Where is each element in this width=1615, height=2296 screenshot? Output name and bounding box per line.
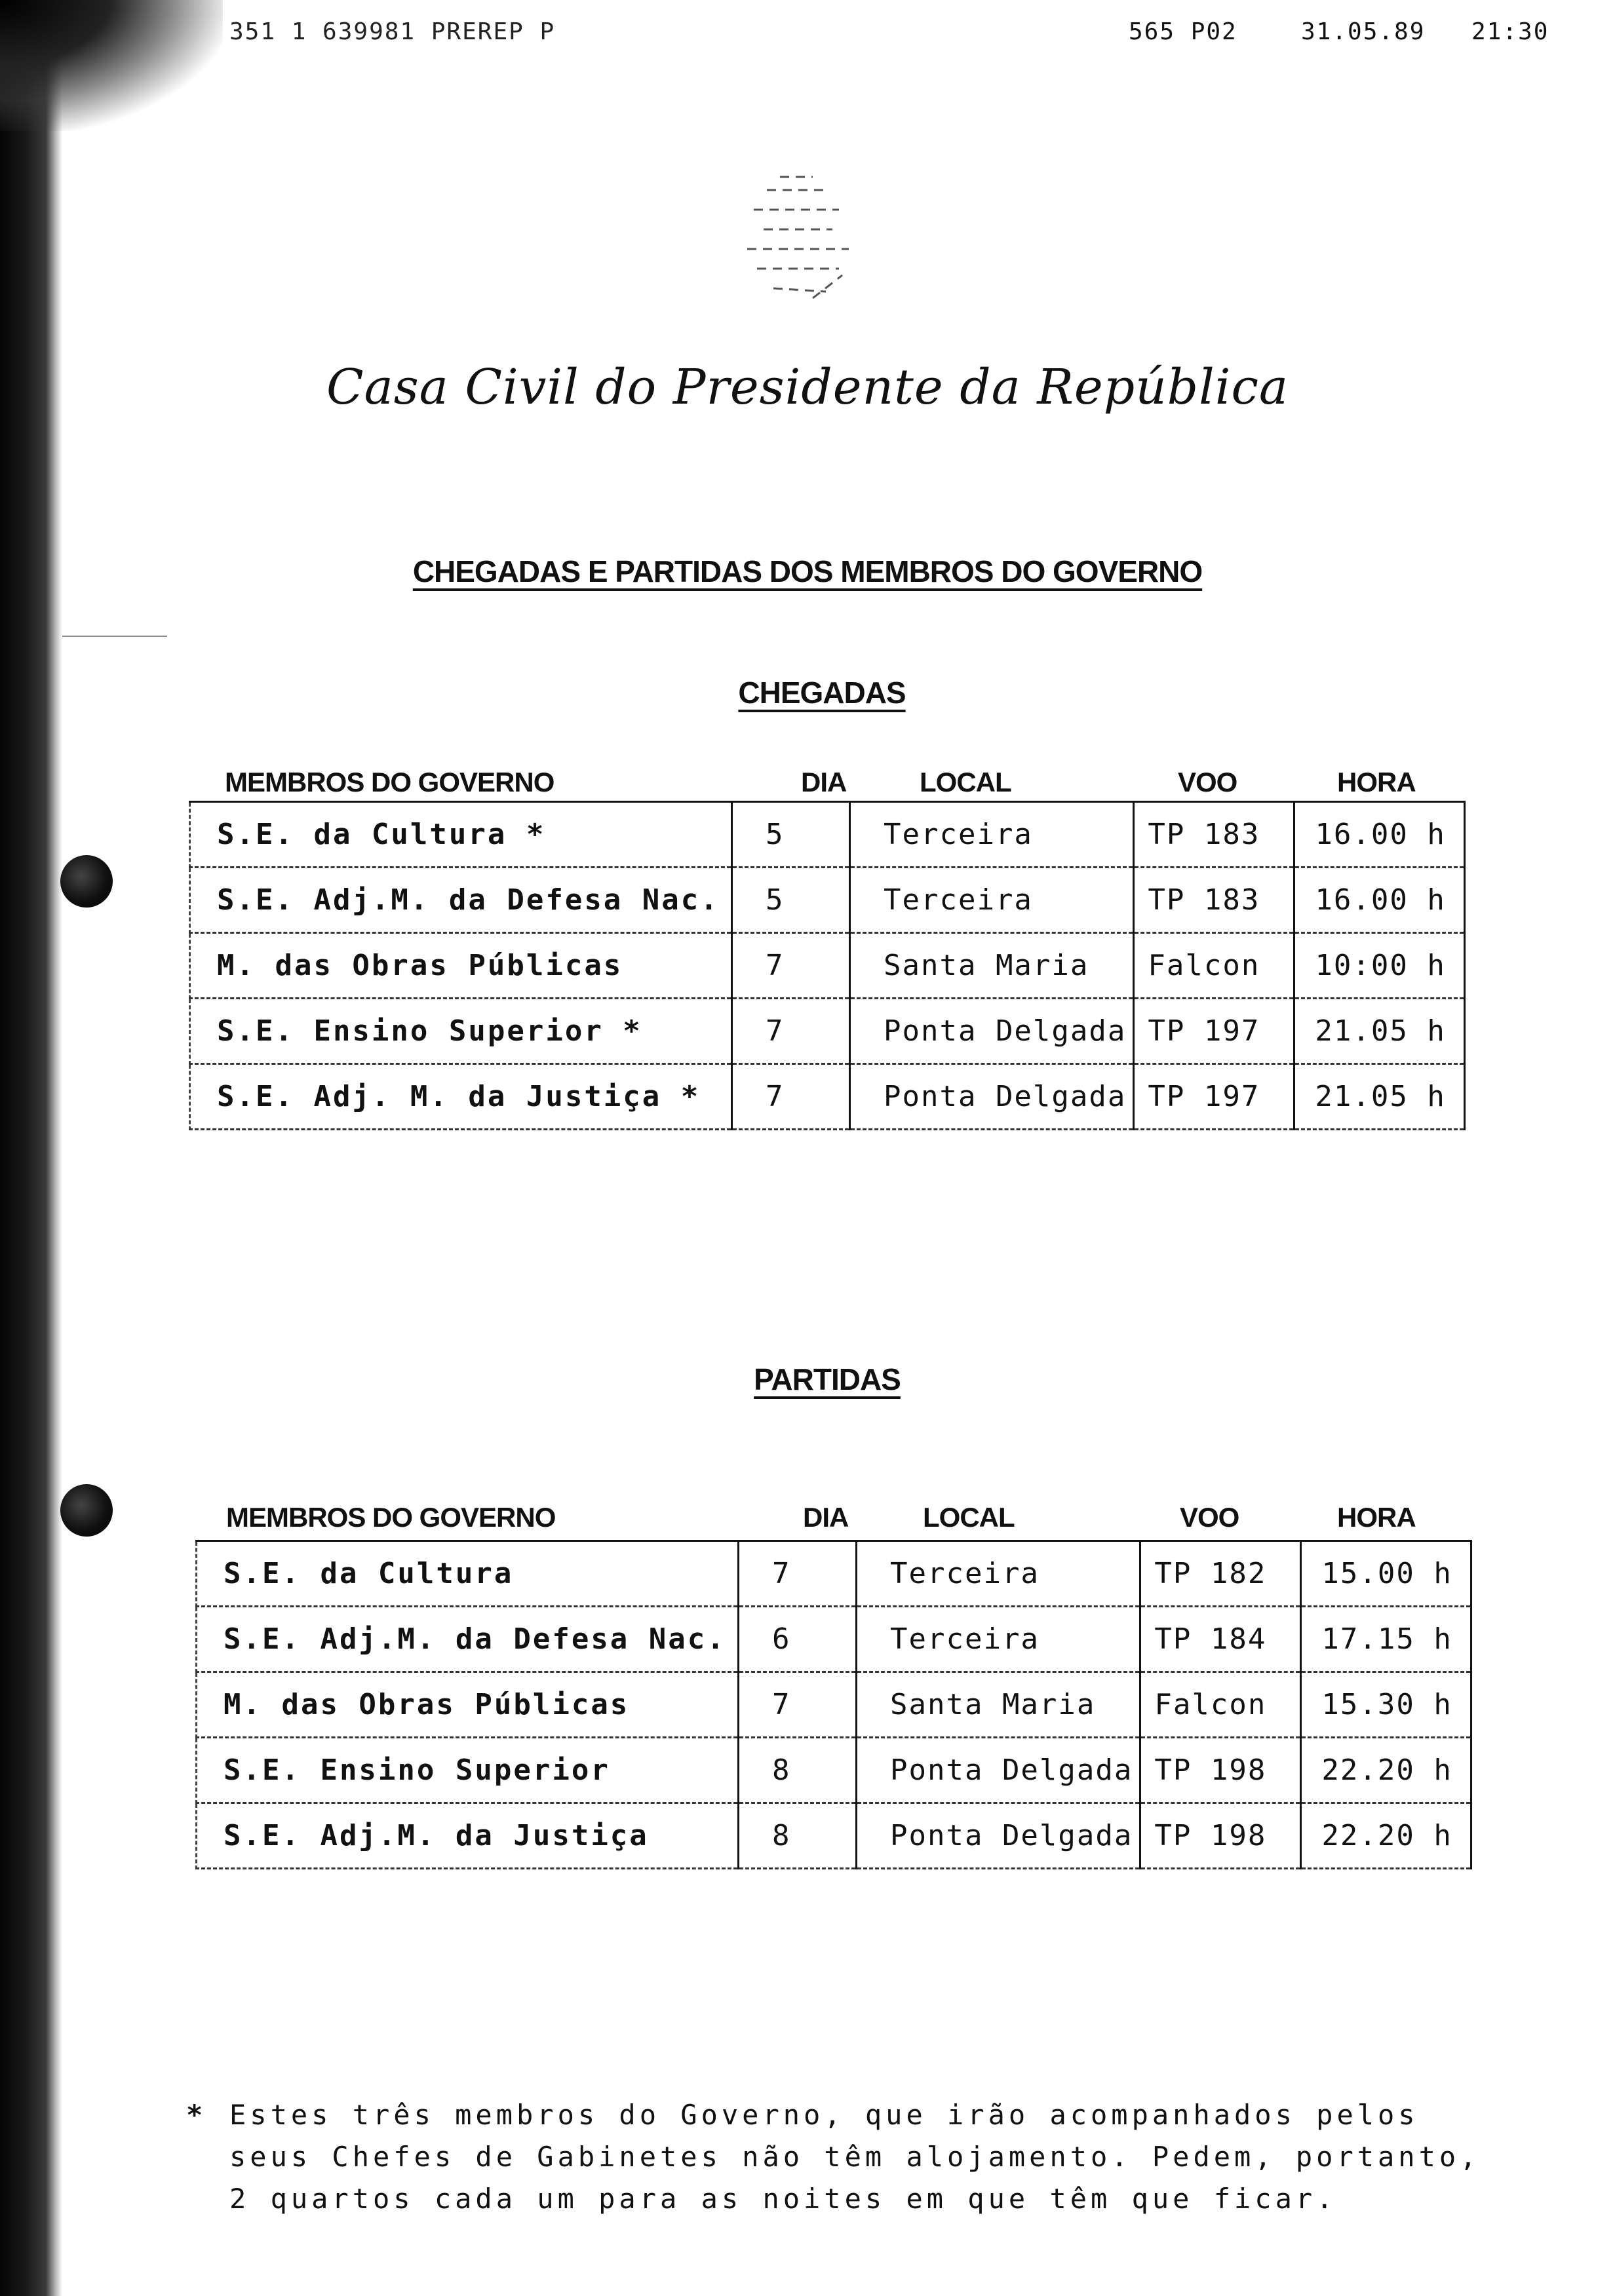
cell-membro: S.E. Ensino Superior * (190, 999, 732, 1064)
table-row (190, 802, 1465, 868)
cell-membro: M. das Obras Públicas (197, 1672, 739, 1738)
cell-membro: S.E. da Cultura (197, 1541, 739, 1607)
col-head-voo: VOO (1180, 1502, 1239, 1533)
cell-dia: 7 (739, 1672, 857, 1738)
cell-hora: 15.00 h (1301, 1541, 1471, 1607)
col-head-hora: HORA (1337, 767, 1416, 797)
cell-hora: 21.05 h (1294, 1064, 1465, 1130)
cell-hora: 22.20 h (1301, 1803, 1471, 1869)
cell-dia: 8 (739, 1803, 857, 1869)
col-head-dia: DIA (803, 1502, 849, 1533)
footnote (186, 2094, 1508, 2220)
footnote-text: Estes três membros do Governo, que irão acompanhados pelos seus Chefes de Gabinetes não têm alojamento. Pedem, portanto, 2 quartos cada um para as noites em que têm que ficar. (229, 2099, 1481, 2215)
cell-dia: 7 (739, 1541, 857, 1607)
cell-dia: 7 (732, 1064, 850, 1130)
cell-voo: TP 197 (1134, 999, 1294, 1064)
footnote-marker: * (186, 2099, 207, 2131)
section-partidas-title: PARTIDAS (754, 1362, 901, 1396)
document-title: CHEGADAS E PARTIDAS DOS MEMBROS DO GOVERNO (412, 554, 1203, 588)
fax-scan-edge (0, 0, 62, 2296)
cell-local: Ponta Delgada (850, 1064, 1134, 1130)
col-head-membros: MEMBROS DO GOVERNO (226, 1502, 556, 1533)
cell-voo: TP 184 (1140, 1607, 1301, 1672)
fax-sender-line: 351 1 639981 PREREP P (229, 18, 556, 45)
cell-hora: 17.15 h (1301, 1607, 1471, 1672)
cell-local: Terceira (857, 1541, 1140, 1607)
section-chegadas-title: CHEGADAS (738, 676, 906, 710)
col-head-membros: MEMBROS DO GOVERNO (225, 767, 555, 797)
cell-voo: TP 183 (1134, 868, 1294, 933)
cell-local: Ponta Delgada (857, 1803, 1140, 1869)
cell-hora: 16.00 h (1294, 802, 1465, 868)
cell-membro: M. das Obras Públicas (190, 933, 732, 999)
cell-hora: 22.20 h (1301, 1738, 1471, 1803)
cell-dia: 7 (732, 999, 850, 1064)
cell-local: Ponta Delgada (850, 999, 1134, 1064)
table-row (197, 1541, 1471, 1607)
cell-hora: 15.30 h (1301, 1672, 1471, 1738)
cell-voo: TP 183 (1134, 802, 1294, 868)
table-row (197, 1738, 1471, 1803)
cell-local: Terceira (850, 868, 1134, 933)
fax-scan-corner (0, 0, 223, 131)
cell-membro: S.E. Adj. M. da Justiça * (190, 1064, 732, 1130)
chegadas-table (189, 801, 1466, 1130)
cell-hora: 16.00 h (1294, 868, 1465, 933)
cell-voo: Falcon (1140, 1672, 1301, 1738)
cell-voo: TP 198 (1140, 1738, 1301, 1803)
fax-time: 21:30 (1471, 18, 1549, 45)
table-row (190, 868, 1465, 933)
republic-emblem-icon (728, 164, 865, 315)
partidas-table (195, 1540, 1472, 1869)
col-head-local: LOCAL (923, 1502, 1015, 1533)
letterhead-signature: Casa Civil do Presidente da República (326, 359, 1289, 415)
table-row (197, 1607, 1471, 1672)
table-row (190, 999, 1465, 1064)
margin-mark (62, 636, 167, 637)
cell-voo: TP 197 (1134, 1064, 1294, 1130)
col-head-local: LOCAL (920, 767, 1011, 797)
table-row (197, 1803, 1471, 1869)
cell-local: Santa Maria (857, 1672, 1140, 1738)
cell-dia: 5 (732, 868, 850, 933)
cell-local: Terceira (857, 1607, 1140, 1672)
cell-local: Ponta Delgada (857, 1738, 1140, 1803)
cell-membro: S.E. Adj.M. da Defesa Nac. (197, 1607, 739, 1672)
cell-voo: TP 182 (1140, 1541, 1301, 1607)
fax-date: 31.05.89 (1301, 18, 1426, 45)
cell-local: Terceira (850, 802, 1134, 868)
cell-voo: TP 198 (1140, 1803, 1301, 1869)
cell-local: Santa Maria (850, 933, 1134, 999)
cell-dia: 8 (739, 1738, 857, 1803)
cell-dia: 6 (739, 1607, 857, 1672)
col-head-hora: HORA (1337, 1502, 1416, 1533)
table-row (190, 1064, 1465, 1130)
cell-hora: 10:00 h (1294, 933, 1465, 999)
cell-membro: S.E. Adj.M. da Defesa Nac. (190, 868, 732, 933)
punch-hole-top (60, 855, 113, 908)
punch-hole-bottom (60, 1484, 113, 1537)
cell-voo: Falcon (1134, 933, 1294, 999)
cell-membro: S.E. Adj.M. da Justiça (197, 1803, 739, 1869)
col-head-dia: DIA (801, 767, 847, 797)
fax-page-id: 565 P02 (1129, 18, 1237, 45)
cell-hora: 21.05 h (1294, 999, 1465, 1064)
cell-dia: 5 (732, 802, 850, 868)
table-row (197, 1672, 1471, 1738)
cell-membro: S.E. da Cultura * (190, 802, 732, 868)
table-row (190, 933, 1465, 999)
cell-membro: S.E. Ensino Superior (197, 1738, 739, 1803)
col-head-voo: VOO (1178, 767, 1237, 797)
cell-dia: 7 (732, 933, 850, 999)
